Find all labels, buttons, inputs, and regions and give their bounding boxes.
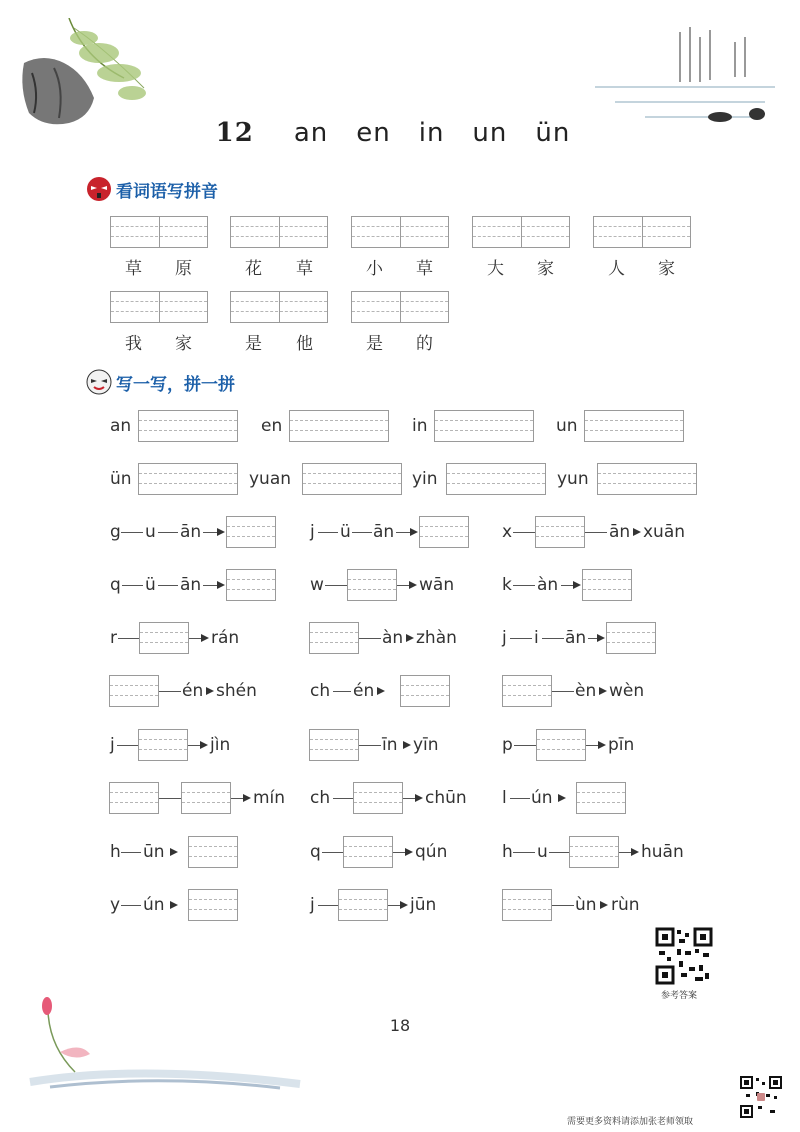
- connector-line: [231, 798, 243, 799]
- answer-box[interactable]: [502, 675, 552, 707]
- connector-line: [542, 638, 564, 639]
- spell-part: l: [502, 788, 507, 808]
- word-char: 他: [296, 334, 313, 354]
- spell-part: ún: [143, 895, 165, 915]
- connector-line: [318, 905, 338, 906]
- answer-box[interactable]: [138, 729, 188, 761]
- spell-part: j: [310, 522, 315, 542]
- result-syllable: qún: [415, 842, 448, 862]
- lotus-illustration: [20, 992, 320, 1092]
- spell-part: ùn: [575, 895, 597, 915]
- connector-line: [158, 585, 178, 586]
- spell-part: r: [110, 628, 117, 648]
- result-syllable: zhàn: [416, 628, 457, 648]
- answer-box[interactable]: [188, 889, 238, 921]
- answer-box[interactable]: [309, 729, 359, 761]
- rhyme-un: un: [472, 118, 508, 148]
- word-char: 大: [487, 259, 504, 279]
- pinyin-box-5[interactable]: [593, 216, 691, 248]
- answer-box[interactable]: [419, 516, 469, 548]
- connector-line: [117, 745, 138, 746]
- pinyin-box-7[interactable]: [230, 291, 328, 323]
- pinyin-box-1[interactable]: [110, 216, 208, 248]
- syllable-label: yuan: [249, 469, 292, 489]
- arrow-icon: [410, 528, 418, 536]
- answer-box[interactable]: [606, 622, 656, 654]
- connector-line: [393, 852, 405, 853]
- connector-line: [619, 852, 631, 853]
- write-box[interactable]: [138, 463, 238, 495]
- arrow-icon: [631, 848, 639, 856]
- result-syllable: xuān: [643, 522, 686, 542]
- syllable-label: ün: [110, 469, 132, 489]
- section1-title: 看词语写拼音: [116, 181, 218, 202]
- answer-box[interactable]: [109, 675, 159, 707]
- arrow-icon: [403, 741, 411, 749]
- answer-box[interactable]: [226, 569, 276, 601]
- answer-box[interactable]: [347, 569, 397, 601]
- connector-line: [159, 691, 181, 692]
- word-char: 原: [175, 259, 192, 279]
- spell-part: īn: [382, 735, 398, 755]
- connector-line: [333, 798, 353, 799]
- spell-part: y: [110, 895, 121, 915]
- answer-box[interactable]: [139, 622, 189, 654]
- connector-line: [189, 638, 201, 639]
- connector-line: [396, 532, 410, 533]
- connector-line: [203, 532, 217, 533]
- connector-line: [322, 852, 343, 853]
- lesson-title: [0, 118, 800, 148]
- arrow-icon: [415, 794, 423, 802]
- result-syllable: mín: [253, 788, 286, 808]
- spell-part: q: [310, 842, 321, 862]
- word-char: 是: [366, 334, 383, 354]
- word-char: 草: [125, 259, 142, 279]
- connector-line: [552, 691, 574, 692]
- result-syllable: chūn: [425, 788, 467, 808]
- arrow-icon: [217, 528, 225, 536]
- pinyin-box-4[interactable]: [472, 216, 570, 248]
- spell-part: u: [537, 842, 548, 862]
- answer-box[interactable]: [400, 675, 450, 707]
- footer-note: 需要更多资料请添加张老师领取: [567, 1117, 694, 1127]
- page-number: 18: [389, 1016, 411, 1035]
- result-syllable: jìn: [210, 735, 231, 755]
- spell-part: ān: [609, 522, 631, 542]
- result-syllable: rùn: [611, 895, 640, 915]
- connector-line: [585, 532, 607, 533]
- section2-header: [86, 369, 235, 395]
- result-syllable: wèn: [609, 681, 645, 701]
- arrow-icon: [405, 848, 413, 856]
- answer-box[interactable]: [536, 729, 586, 761]
- answer-box[interactable]: [576, 782, 626, 814]
- arrow-icon: [170, 848, 178, 856]
- connector-line: [588, 638, 597, 639]
- result-syllable: wān: [419, 575, 455, 595]
- spell-part: ch: [310, 788, 331, 808]
- connector-line: [403, 798, 415, 799]
- result-syllable: jūn: [410, 895, 437, 915]
- rock-willow-illustration: [14, 18, 154, 133]
- rhyme-yu-n: ün: [535, 118, 571, 148]
- spell-part: àn: [382, 628, 404, 648]
- spell-part: w: [310, 575, 324, 595]
- spell-part: ún: [531, 788, 553, 808]
- syllable-label: an: [110, 416, 132, 436]
- lesson-number: 12: [215, 118, 254, 148]
- connector-line: [552, 905, 574, 906]
- rhyme-in: in: [418, 118, 445, 148]
- connector-line: [121, 532, 143, 533]
- connector-line: [325, 585, 347, 586]
- connector-line: [388, 905, 400, 906]
- connector-line: [333, 691, 351, 692]
- opera-mask-icon: [86, 176, 112, 202]
- spell-part: i: [534, 628, 539, 648]
- result-syllable: huān: [641, 842, 684, 862]
- connector-line: [118, 638, 139, 639]
- answer-box[interactable]: [343, 836, 393, 868]
- word-char: 草: [416, 259, 433, 279]
- word-char: 人: [608, 259, 625, 279]
- word-char: 花: [245, 259, 262, 279]
- connector-line: [513, 532, 535, 533]
- answer-qr-code[interactable]: [655, 927, 713, 985]
- connector-line: [121, 905, 141, 906]
- spell-part: j: [310, 895, 315, 915]
- spell-part: ūn: [143, 842, 165, 862]
- write-box[interactable]: [302, 463, 402, 495]
- arrow-icon: [243, 794, 251, 802]
- connector-line: [121, 852, 141, 853]
- spell-part: ān: [373, 522, 395, 542]
- write-box[interactable]: [289, 410, 389, 442]
- connector-line: [122, 585, 143, 586]
- connector-line: [318, 532, 338, 533]
- arrow-icon: [573, 581, 581, 589]
- pinyin-box-3[interactable]: [351, 216, 449, 248]
- spell-part: én: [353, 681, 375, 701]
- connector-line: [188, 745, 200, 746]
- result-syllable: yīn: [413, 735, 439, 755]
- result-syllable: shén: [216, 681, 257, 701]
- spell-part: u: [145, 522, 156, 542]
- syllable-label: un: [556, 416, 578, 436]
- answer-box[interactable]: [569, 836, 619, 868]
- write-box[interactable]: [434, 410, 534, 442]
- spell-part: én: [182, 681, 204, 701]
- connector-line: [513, 852, 535, 853]
- connector-line: [513, 585, 535, 586]
- opera-mask-icon: [86, 369, 112, 395]
- arrow-icon: [406, 634, 414, 642]
- syllable-label: in: [412, 416, 428, 436]
- arrow-icon: [633, 528, 641, 536]
- answer-box[interactable]: [309, 622, 359, 654]
- syllable-label: yin: [412, 469, 438, 489]
- rhyme-an: an: [293, 118, 329, 148]
- word-char: 我: [125, 334, 142, 354]
- rhyme-en: en: [356, 118, 391, 148]
- arrow-icon: [377, 687, 385, 695]
- spell-part: h: [502, 842, 513, 862]
- write-box[interactable]: [138, 410, 238, 442]
- spell-part: x: [502, 522, 513, 542]
- arrow-icon: [599, 687, 607, 695]
- syllable-label: en: [261, 416, 283, 436]
- answer-box[interactable]: [353, 782, 403, 814]
- arrow-icon: [400, 901, 408, 909]
- arrow-icon: [409, 581, 417, 589]
- result-syllable: pīn: [608, 735, 635, 755]
- answer-label: 参考答案: [661, 991, 698, 1001]
- spell-part: k: [502, 575, 512, 595]
- word-char: 是: [245, 334, 262, 354]
- word-char: 草: [296, 259, 313, 279]
- word-char: 小: [366, 259, 383, 279]
- section2-title: 写一写，拼一拼: [116, 374, 235, 395]
- contact-qr-code[interactable]: [740, 1076, 782, 1118]
- arrow-icon: [598, 741, 606, 749]
- spell-part: p: [502, 735, 513, 755]
- spell-part: j: [110, 735, 115, 755]
- word-char: 的: [416, 334, 433, 354]
- result-syllable: rán: [211, 628, 240, 648]
- answer-box[interactable]: [181, 782, 231, 814]
- spell-part: ü: [145, 575, 156, 595]
- connector-line: [352, 532, 372, 533]
- section1-header: [86, 176, 218, 202]
- spell-part: ān: [180, 575, 202, 595]
- spell-part: q: [110, 575, 121, 595]
- connector-line: [203, 585, 217, 586]
- answer-box[interactable]: [582, 569, 632, 601]
- syllable-label: yun: [557, 469, 589, 489]
- word-char: 家: [537, 259, 554, 279]
- connector-line: [158, 532, 178, 533]
- write-box[interactable]: [597, 463, 697, 495]
- answer-box[interactable]: [226, 516, 276, 548]
- spell-part: ü: [340, 522, 351, 542]
- arrow-icon: [200, 741, 208, 749]
- answer-box[interactable]: [188, 836, 238, 868]
- word-char: 家: [658, 259, 675, 279]
- connector-line: [561, 585, 573, 586]
- pinyin-box-8[interactable]: [351, 291, 449, 323]
- spell-part: g: [110, 522, 121, 542]
- arrow-icon: [201, 634, 209, 642]
- spell-part: ān: [565, 628, 587, 648]
- spell-part: ān: [180, 522, 202, 542]
- connector-line: [359, 745, 381, 746]
- spell-part: ch: [310, 681, 331, 701]
- arrow-icon: [206, 687, 214, 695]
- answer-box[interactable]: [502, 889, 552, 921]
- arrow-icon: [600, 901, 608, 909]
- word-char: 家: [175, 334, 192, 354]
- write-box[interactable]: [584, 410, 684, 442]
- connector-line: [586, 745, 598, 746]
- connector-line: [159, 798, 181, 799]
- connector-line: [397, 585, 409, 586]
- pinyin-box-2[interactable]: [230, 216, 328, 248]
- arrow-icon: [170, 901, 178, 909]
- spell-part: àn: [537, 575, 559, 595]
- spell-part: h: [110, 842, 121, 862]
- arrow-icon: [217, 581, 225, 589]
- connector-line: [514, 745, 536, 746]
- connector-line: [510, 638, 532, 639]
- connector-line: [359, 638, 381, 639]
- connector-line: [510, 798, 530, 799]
- spell-part: èn: [575, 681, 597, 701]
- pinyin-box-6[interactable]: [110, 291, 208, 323]
- write-box[interactable]: [446, 463, 546, 495]
- connector-line: [549, 852, 569, 853]
- answer-box[interactable]: [535, 516, 585, 548]
- arrow-icon: [558, 794, 566, 802]
- answer-box[interactable]: [109, 782, 159, 814]
- spell-part: j: [502, 628, 507, 648]
- answer-box[interactable]: [338, 889, 388, 921]
- arrow-icon: [597, 634, 605, 642]
